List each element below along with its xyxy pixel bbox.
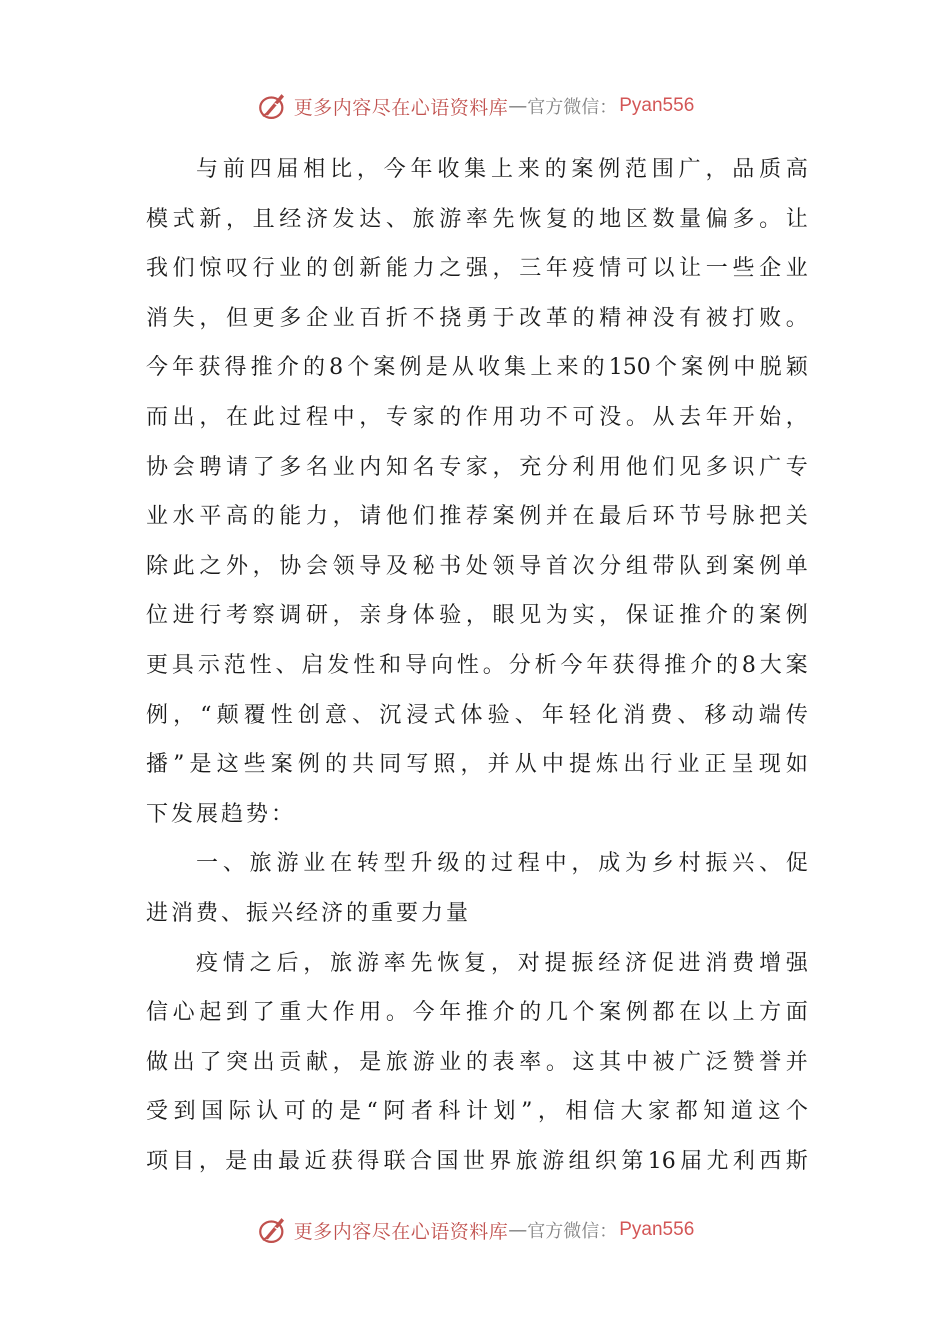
section-heading-line: 进消费、振兴经济的重要力量 <box>146 900 472 926</box>
text-line: 更 具 示 范 性 、 启 发 性 和 导 向 性 。 分 析 今 年 获 得 推 介 的 8 大 案 <box>146 652 808 678</box>
quill-logo-icon <box>256 89 290 123</box>
text-line: 消 失 ， 但 更 多 企 业 百 折 不 挠 勇 于 改 革 的 精 神 没 有 被 打 败 。 <box>146 305 808 331</box>
text-line: 与 前 四 届 相 比 ， 今 年 收 集 上 来 的 案 例 范 围 广 ， 品 质 高 <box>196 157 808 182</box>
text-line: 业 水 平 高 的 能 力 ， 请 他 们 推 荐 案 例 并 在 最 后 环 节 号 脉 把 关 <box>146 504 808 530</box>
text-line: 下发展趋势： <box>146 801 297 827</box>
text-line: 例 ， “ 颠 覆 性 创 意 、 沉 浸 式 体 验 、 年 轻 化 消 费 、 移 动 端 传 <box>146 702 808 728</box>
banner-colon: ： <box>599 97 618 118</box>
text-line: 受 到 国 际 认 可 的 是 “ 阿 者 科 计 划 ” ， 相 信 大 家 都 知 道 这 个 <box>146 1099 808 1125</box>
text-line: 位 进 行 考 察 调 研 ， 亲 身 体 验 ， 眼 见 为 实 ， 保 证 推 介 的 案 例 <box>146 603 808 629</box>
banner-separator: — <box>508 1219 528 1241</box>
footer-banner <box>0 1210 950 1250</box>
banner-separator: — <box>508 95 528 117</box>
banner-brand-text: 更多内容尽在心语资料库 <box>293 96 509 119</box>
text-line: 信 心 起 到 了 重 大 作 用 。 今 年 推 介 的 几 个 案 例 都 在 以 上 方 面 <box>146 1000 808 1026</box>
text-line: 我 们 惊 叹 行 业 的 创 新 能 力 之 强 ， 三 年 疫 情 可 以 让 一 些 企 业 <box>146 256 808 282</box>
quill-logo-icon <box>256 1213 290 1247</box>
banner-colon: ： <box>599 1221 618 1242</box>
header-banner <box>0 86 950 126</box>
banner-brand-text: 更多内容尽在心语资料库 <box>293 1220 509 1243</box>
document-body <box>146 145 808 1186</box>
banner-wechat-id: Pyan556 <box>619 95 695 116</box>
banner-wechat-id: Pyan556 <box>619 1219 695 1240</box>
banner-wechat-label: 官方微信 <box>527 97 600 118</box>
text-line: 而 出 ， 在 此 过 程 中 ， 专 家 的 作 用 功 不 可 没 。 从 去 年 开 始 ， <box>146 404 808 430</box>
text-line: 做 出 了 突 出 贡 献 ， 是 旅 游 业 的 表 率 。 这 其 中 被 广 泛 赞 誉 并 <box>146 1049 808 1075</box>
text-line: 今 年 获 得 推 介 的 8 个 案 例 是 从 收 集 上 来 的 150 个 案 例 中 脱 颖 <box>146 355 808 381</box>
text-line: 模 式 新 ， 且 经 济 发 达 、 旅 游 率 先 恢 复 的 地 区 数 量 偏 多 。 让 <box>146 206 808 232</box>
text-line: 除 此 之 外 ， 协 会 领 导 及 秘 书 处 领 导 首 次 分 组 带 队 到 案 例 单 <box>146 553 808 579</box>
banner-wechat-label: 官方微信 <box>527 1221 600 1242</box>
text-line: 播 ” 是 这 些 案 例 的 共 同 写 照 ， 并 从 中 提 炼 出 行 业 正 呈 现 如 <box>146 752 808 778</box>
text-line: 协 会 聘 请 了 多 名 业 内 知 名 专 家 ， 充 分 利 用 他 们 见 多 识 广 专 <box>146 454 808 480</box>
text-line: 疫 情 之 后 ， 旅 游 率 先 恢 复 ， 对 提 振 经 济 促 进 消 费 增 强 <box>196 950 808 976</box>
text-line: 项 目 ， 是 由 最 近 获 得 联 合 国 世 界 旅 游 组 织 第 16 届 尤 利 西 斯 <box>146 1148 808 1174</box>
section-heading-line: 一 、 旅 游 业 在 转 型 升 级 的 过 程 中 ， 成 为 乡 村 振 兴 、 促 <box>196 851 808 877</box>
